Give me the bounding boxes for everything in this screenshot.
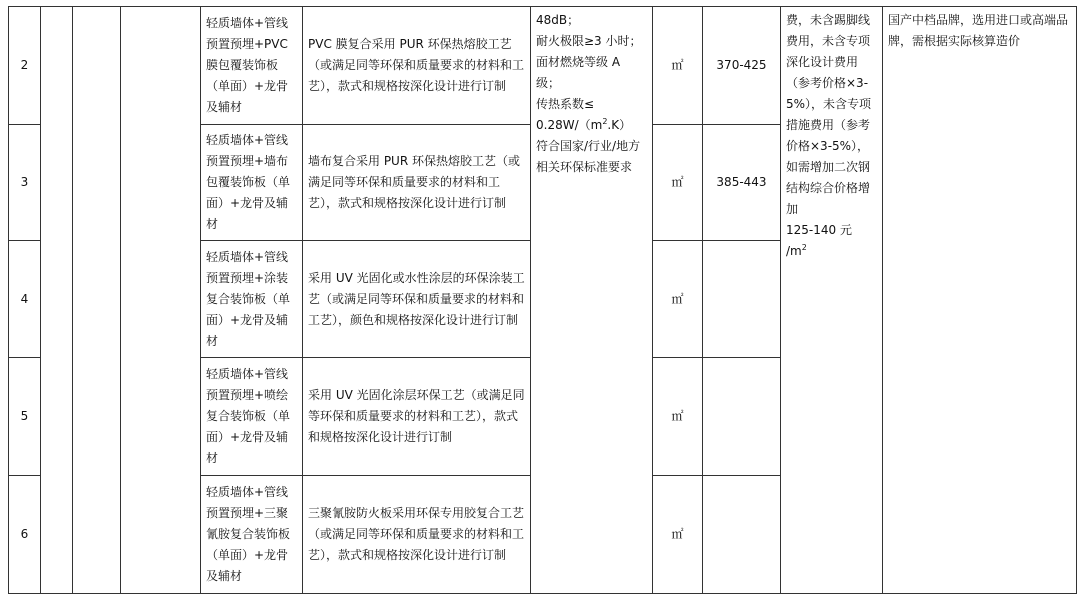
perf-line: 符合国家/行业/地方相关环保标准要求: [536, 139, 641, 174]
unit: ㎡: [653, 476, 703, 594]
item-description: PVC 膜复合采用 PUR 环保热熔胶工艺（或满足同等环保和质量要求的材料和工艺），款式和规格按深化设计进行订制: [303, 7, 531, 125]
price-table: [8, 6, 1077, 594]
row-number: 4: [9, 241, 41, 358]
item-description: 采用 UV 光固化或水性涂层的环保涂装工艺（或满足同等环保和质量要求的材料和工艺），颜色和规格按深化设计进行订制: [303, 241, 531, 358]
unit-price: [703, 358, 781, 476]
unit: ㎡: [653, 358, 703, 476]
item-description: 墙布复合采用 PUR 环保热熔胶工艺（或满足同等环保和质量要求的材料和工艺），款式和规格按深化设计进行订制: [303, 125, 531, 241]
fee-note-text: 125-140 元: [786, 223, 852, 237]
table-row: [9, 7, 1077, 125]
fee-note-text: /m: [786, 244, 802, 258]
perf-line: 0.28W/（m: [536, 118, 603, 132]
unit: ㎡: [653, 241, 703, 358]
fee-note: [781, 7, 883, 594]
row-number: 2: [9, 7, 41, 125]
unit-price: 370-425: [703, 7, 781, 125]
item-name: 轻质墙体+管线预置预埋+涂装复合装饰板（单面）+龙骨及辅材: [201, 241, 303, 358]
row-number: 3: [9, 125, 41, 241]
item-name: 轻质墙体+管线预置预埋+喷绘复合装饰板（单面）+龙骨及辅材: [201, 358, 303, 476]
perf-superscript: 2: [602, 117, 608, 126]
item-description: 采用 UV 光固化涂层环保工艺（或满足同等环保和质量要求的材料和工艺），款式和规格按深化设计进行订制: [303, 358, 531, 476]
unit-price: [703, 241, 781, 358]
item-name: 轻质墙体+管线预置预埋+PVC 膜包覆装饰板（单面）+龙骨及辅材: [201, 7, 303, 125]
brand-note: 国产中档品牌，选用进口或高端品牌，需根据实际核算造价: [883, 7, 1077, 594]
fee-note-text: 费，未含踢脚线费用，未含专项深化设计费用（参考价格×3-5%），未含专项措施费用（参考价格×3-5%），如需增加二次钢结构综合价格增加: [786, 13, 872, 216]
blank-cell: [121, 7, 201, 594]
perf-line: 耐火极限≥3 小时；: [536, 34, 642, 48]
row-number: 5: [9, 358, 41, 476]
unit-price: 385-443: [703, 125, 781, 241]
item-name: 轻质墙体+管线预置预埋+墙布包覆装饰板（单面）+龙骨及辅材: [201, 125, 303, 241]
perf-line: 48dB；: [536, 13, 580, 27]
blank-cell: [73, 7, 121, 594]
row-number: 6: [9, 476, 41, 594]
performance-spec: [531, 7, 653, 594]
unit-price: [703, 476, 781, 594]
perf-line: 传热系数≤: [536, 97, 595, 111]
item-name: 轻质墙体+管线预置预埋+三聚氰胺复合装饰板（单面）+龙骨及辅材: [201, 476, 303, 594]
fee-note-superscript: 2: [801, 243, 807, 252]
perf-line: 面材燃烧等级 A 级；: [536, 55, 621, 90]
unit: ㎡: [653, 7, 703, 125]
unit: ㎡: [653, 125, 703, 241]
item-description: 三聚氰胺防火板采用环保专用胶复合工艺（或满足同等环保和质量要求的材料和工艺），款式和规格按深化设计进行订制: [303, 476, 531, 594]
perf-line: .K）: [607, 118, 632, 132]
blank-cell: [41, 7, 73, 594]
